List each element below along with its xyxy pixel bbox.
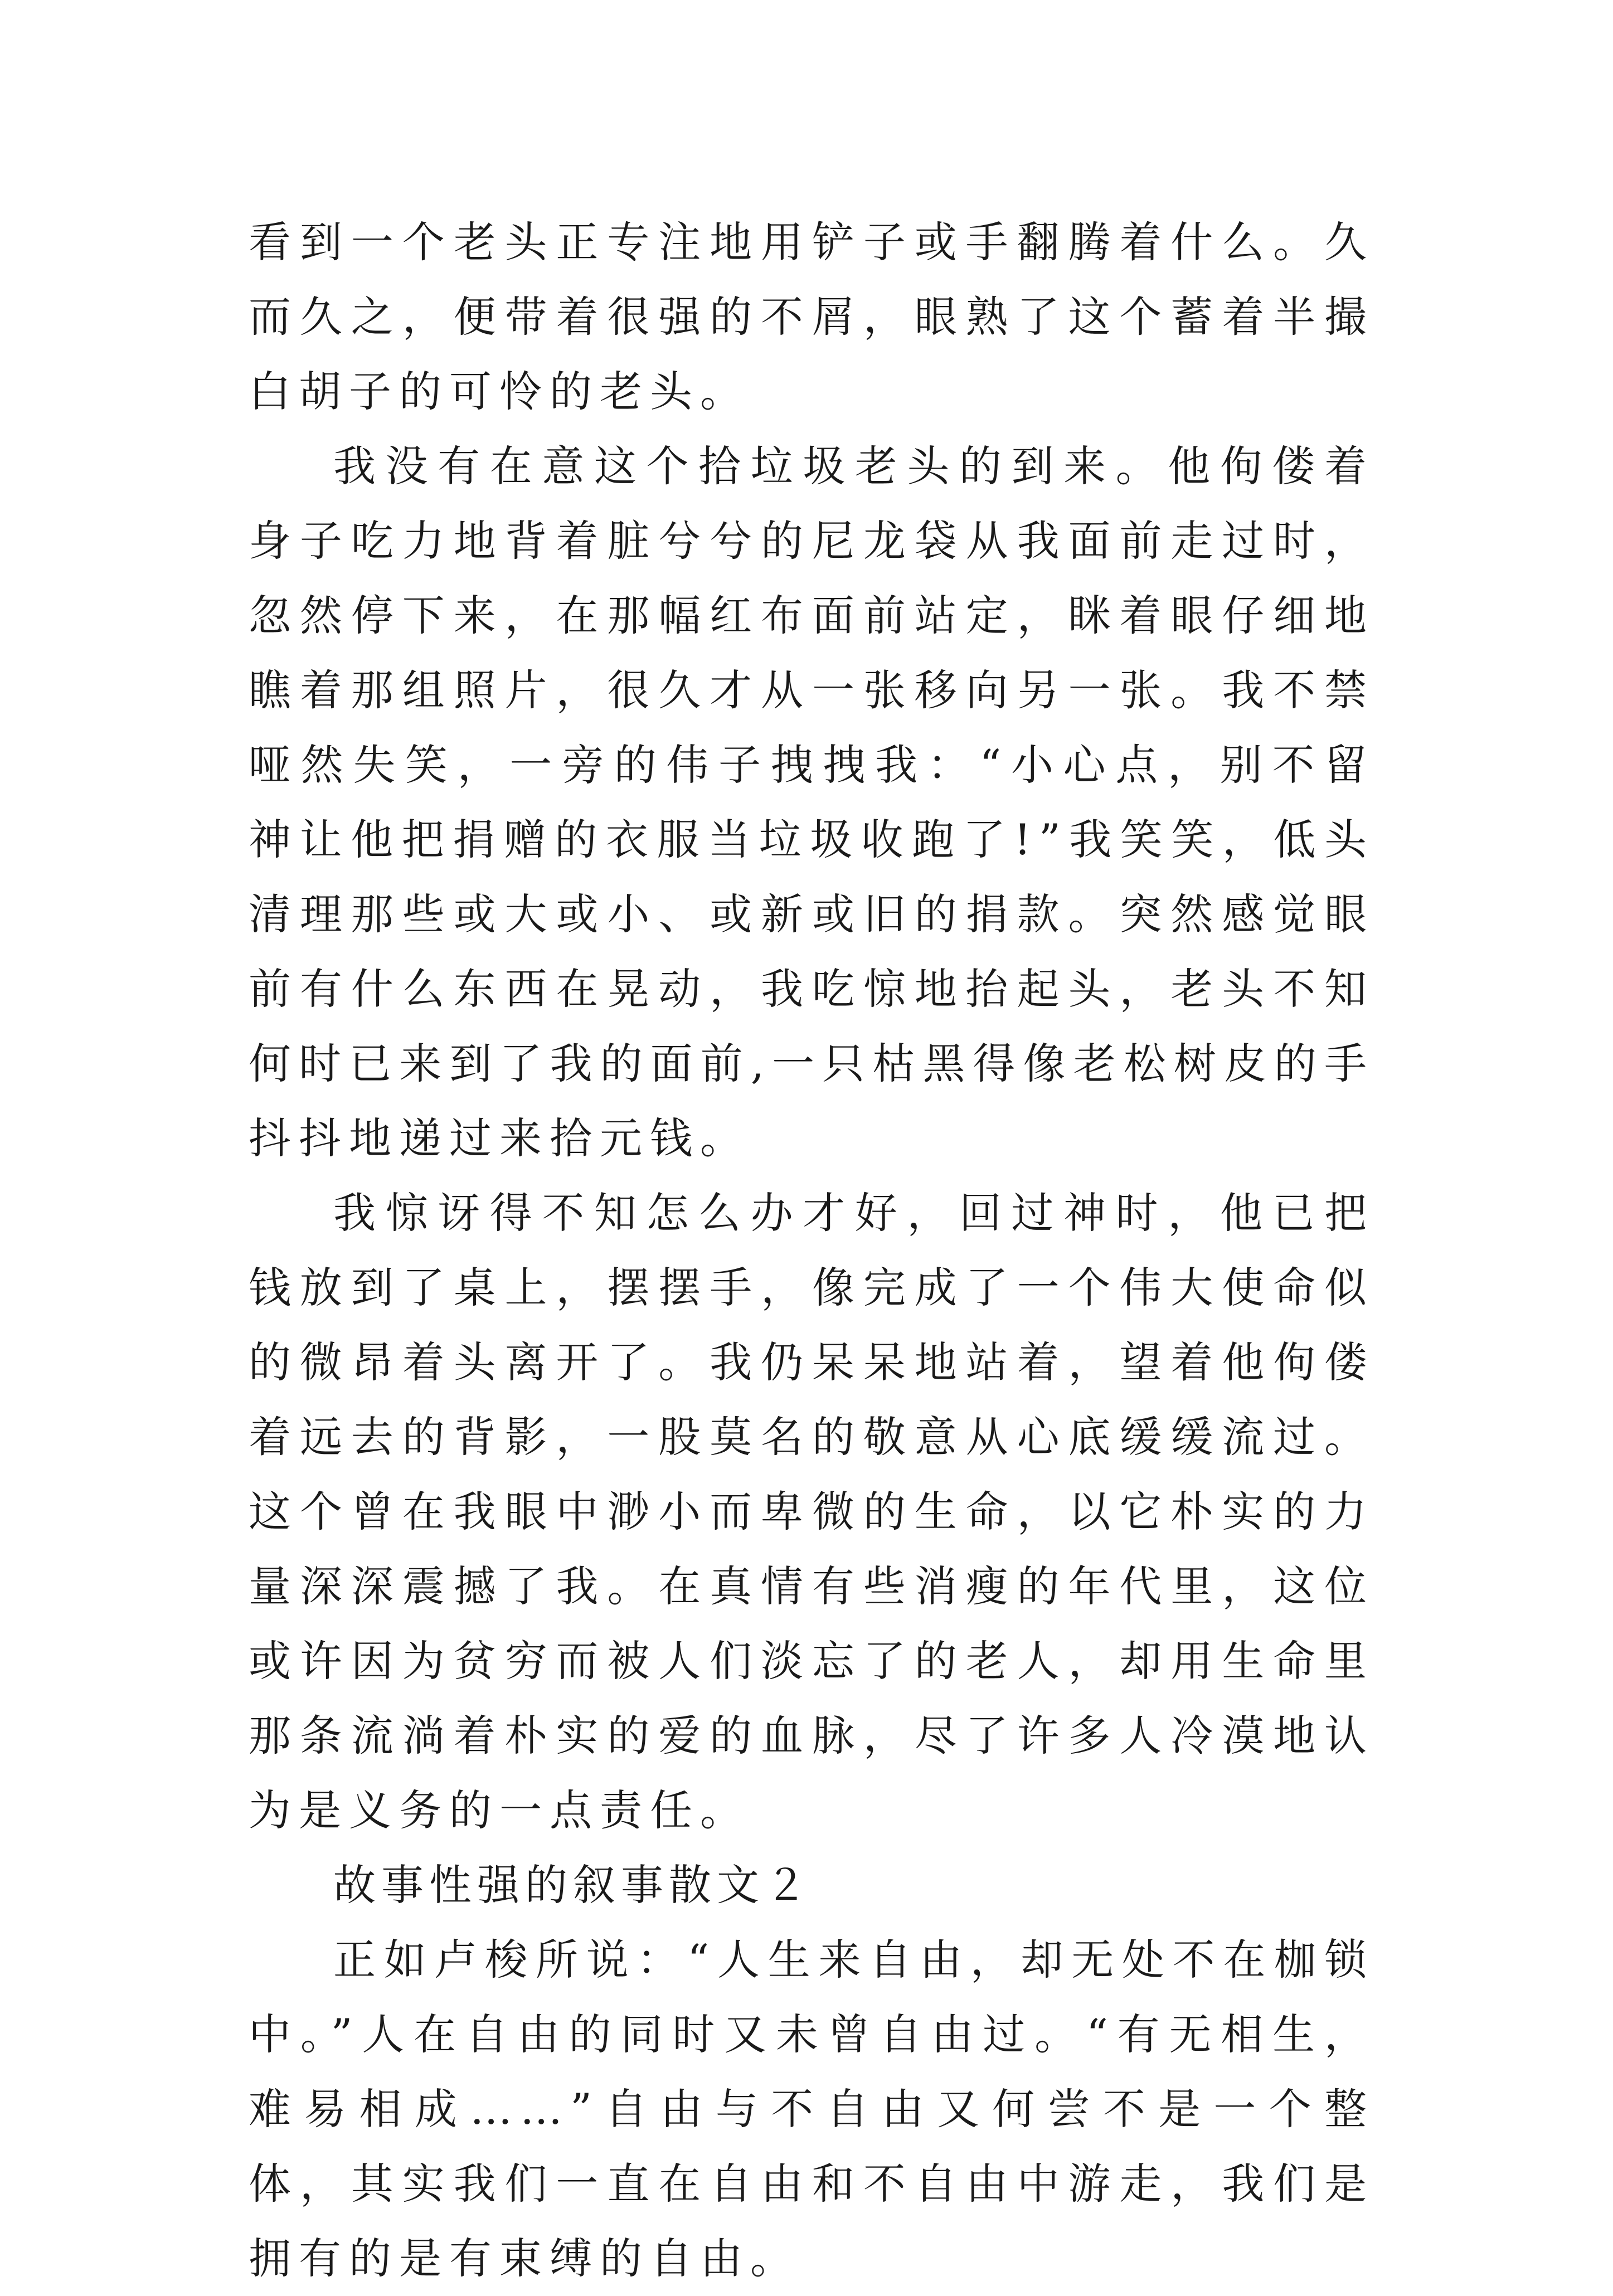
paragraph-1: 看到一个老头正专注地用铲子或手翻腾着什么。久而久之，便带着很强的不屑，眼熟了这个蓄着半撮白胡子的可怜的老头。 xyxy=(249,217,1374,416)
document-body xyxy=(249,205,1374,2296)
section-heading: 故事性强的叙事散文２ xyxy=(333,1860,813,1910)
paragraph-2: 我没有在意这个拾垃圾老头的到来。他佝偻着身子吃力地背着脏兮兮的尼龙袋从我面前走过时，忽然停下来，在那幅红布面前站定，眯着眼仔细地瞧着那组照片，很久才从一张移向另一张。我不禁哑然失笑，一旁的伟子拽拽我：“小心点，别不留神让他把捐赠的衣服当垃圾收跑了!”我笑笑，低头清理那些或大或小、或新或旧的捐款。突然感觉眼前有什么东西在晃动，我吃惊地抬起头，老头不知何时已来到了我的面前,一只枯黑得像老松树皮的手抖抖地递过来拾元钱。 xyxy=(249,441,1374,1163)
paragraph-4: 正如卢梭所说：“人生来自由，却无处不在枷锁中。”人在自由的同时又未曾自由过。“有无相生，难易相成……”自由与不自由又何尝不是一个整体，其实我们一直在自由和不自由中游走，我们是拥有的是有束缚的自由。 xyxy=(249,1935,1374,2283)
paragraph-3: 我惊讶得不知怎么办才好，回过神时，他已把钱放到了桌上，摆摆手，像完成了一个伟大使命似的微昂着头离开了。我仍呆呆地站着，望着他佝偻着远去的背影，一股莫名的敬意从心底缓缓流过。这个曾在我眼中渺小而卑微的生命，以它朴实的力量深深震撼了我。在真情有些消瘦的年代里，这位或许因为贫穷而被人们淡忘了的老人，却用生命里那条流淌着朴实的爱的血脉，尽了许多人冷漠地认为是义务的一点责任。 xyxy=(249,1188,1374,1835)
